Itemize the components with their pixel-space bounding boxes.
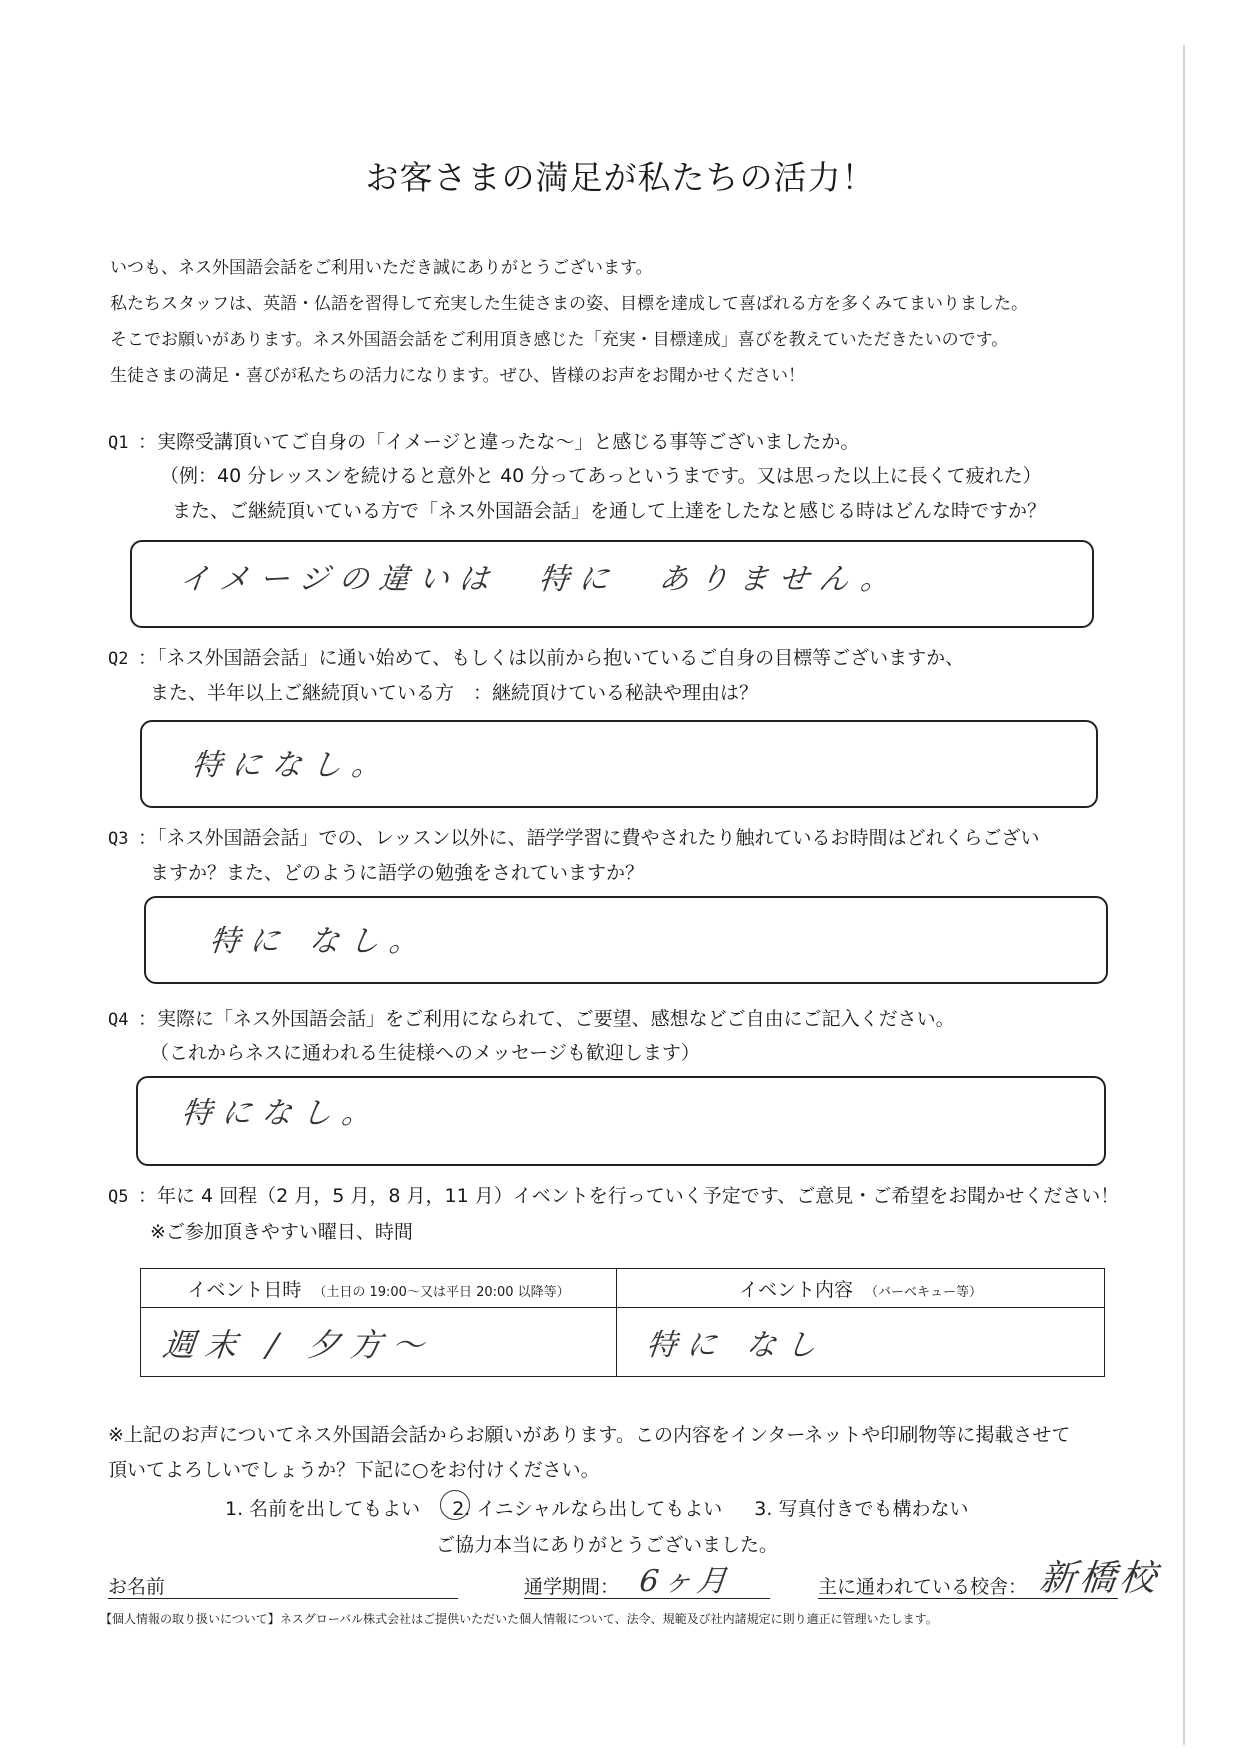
question-3-followup: ますか？また、どのように語学の勉強をされていますか？ (150, 862, 645, 884)
question-2-followup: また、半年以上ご継続頂いている方 ：継続頂けている秘訣や理由は？ (150, 682, 759, 704)
answer-box-q1[interactable] (130, 540, 1094, 628)
question-1-followup: また、ご継続頂いている方で「ネス外国語会話」を通して上達をしたなと感じる時はどんな時ですか？ (172, 500, 1047, 522)
header-label: イベント内容 (738, 1278, 853, 1301)
handwritten-answer: 特になし。 (179, 1096, 384, 1131)
handwritten-answer: イメージの違いは 特に ありません。 (177, 562, 903, 597)
name-label: お名前 (108, 1576, 166, 1598)
question-text: ：実際受講頂いてご自身の「イメージと違ったな～」と感じる事等ございましたか。 (138, 431, 860, 453)
handwritten-answer: 特に なし。 (207, 924, 432, 959)
scan-edge-line (1183, 45, 1185, 1745)
handwritten-answer: 特になし。 (189, 748, 394, 783)
page-title: お客さまの満足が私たちの活力！ (365, 158, 876, 197)
question-text: ：「ネス外国語会話」に通い始めて、もしくは以前から抱いているご自身の目標等ございますか、 (138, 647, 965, 669)
question-4 (108, 1005, 955, 1034)
question-5 (108, 1182, 1119, 1211)
handwritten-answer: 週末 / 夕方～ (160, 1326, 436, 1364)
event-table (140, 1268, 1105, 1377)
header-note: （バーベキュー等） (865, 1284, 983, 1300)
consent-request-line: 頂いてよろしいでしょうか？下記に○をお付けください。 (108, 1459, 600, 1481)
question-3 (108, 824, 1040, 853)
event-datetime-answer-cell[interactable] (141, 1308, 617, 1377)
consent-option-3[interactable]: 3. 写真付きでも構わない (754, 1498, 969, 1520)
question-label: Q5 (108, 1187, 129, 1207)
question-label: Q4 (108, 1010, 129, 1030)
question-4-followup: （これからネスに通われる生徒様へのメッセージも歓迎します） (150, 1042, 700, 1064)
name-underline (108, 1598, 458, 1599)
intro-paragraph (110, 250, 1130, 394)
consent-option-1[interactable]: 1. 名前を出してもよい (225, 1498, 421, 1520)
consent-request-line: ※上記のお声についてネス外国語会話からお願いがあります。この内容をインターネットや印刷物等に掲載させて (108, 1424, 1071, 1446)
event-content-answer-cell[interactable] (617, 1308, 1105, 1377)
question-text: ：「ネス外国語会話」での、レッスン以外に、語学学習に費やされたり触れているお時間はどれくらござい (138, 827, 1040, 849)
intro-line: 生徒さまの満足・喜びが私たちの活力になります。ぜひ、皆様のお声をお聞かせください！ (110, 366, 805, 386)
question-label: Q3 (108, 829, 129, 849)
intro-line: 私たちスタッフは、英語・仏語を習得して充実した生徒さまの姿、目標を達成して喜ばれる方を多くみてまいりました。 (110, 294, 1028, 314)
intro-line: いつも、ネス外国語会話をご利用いただき誠にありがとうございます。 (110, 258, 653, 278)
period-label: 通学期間： (524, 1576, 620, 1598)
answer-box-q4[interactable] (136, 1076, 1106, 1166)
school-value[interactable]: 新橋校 (1037, 1558, 1162, 1599)
question-1-example: （例：40 分レッスンを続けると意外と 40 分ってあっというまです。又は思った以上に長くて疲れた） (160, 465, 1042, 487)
event-datetime-header (141, 1269, 617, 1308)
intro-line: そこでお願いがあります。ネス外国語会話をご利用頂き感じた「充実・目標達成」喜びを教えていただきたいのです。 (110, 330, 1009, 350)
question-label: Q1 (108, 433, 129, 453)
question-2 (108, 644, 964, 673)
school-label: 主に通われている校舎： (818, 1576, 1028, 1598)
question-5-followup: ※ご参加頂きやすい曜日、時間 (150, 1221, 413, 1243)
handwritten-answer: 特に なし (644, 1328, 829, 1363)
question-text: ：年に 4 回程（2 月，5 月，8 月，11 月）イベントを行っていく予定です、ご意見・ご希望をお聞かせください！ (138, 1185, 1120, 1207)
thanks-message: ご協力本当にありがとうございました。 (436, 1534, 779, 1556)
question-label: Q2 (108, 649, 129, 669)
header-note: （土日の 19:00～又は平日 20:00 以降等） (313, 1284, 570, 1300)
privacy-notice: 【個人情報の取り扱いについて】ネスグローバル株式会社はご提供いただいた個人情報について、法令、規範及び社内諸規定に則り適正に管理いたします。 (100, 1612, 938, 1626)
question-1 (108, 428, 859, 457)
consent-option-2[interactable]: 2. イニシャルなら出してもよい (452, 1498, 723, 1520)
period-value[interactable]: 6ヶ月 (637, 1564, 733, 1599)
header-label: イベント日時 (187, 1278, 302, 1301)
event-content-header (617, 1269, 1105, 1308)
consent-options (225, 1494, 994, 1521)
selected-option-circle (440, 1490, 470, 1520)
answer-box-q2[interactable] (140, 720, 1098, 808)
answer-box-q3[interactable] (144, 896, 1108, 984)
question-text: ：実際に「ネス外国語会話」をご利用になられて、ご要望、感想などご自由にご記入ください。 (138, 1008, 955, 1030)
